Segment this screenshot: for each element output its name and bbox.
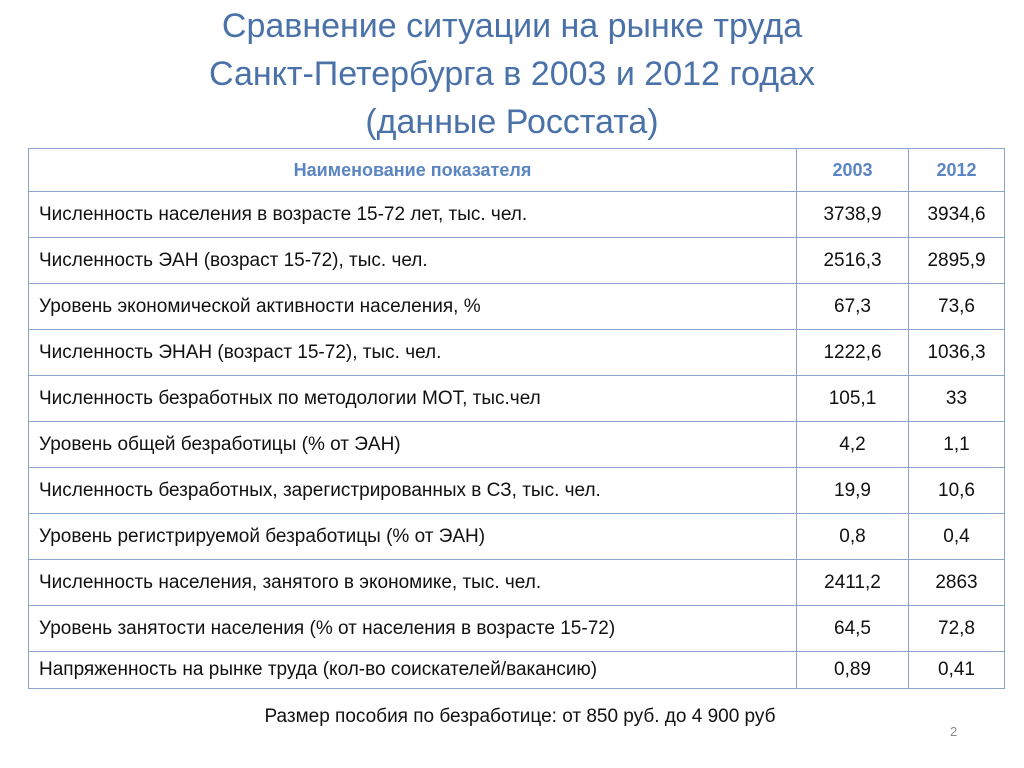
indicator-name: Численность ЭАН (возраст 15-72), тыс. чел. [29,238,797,284]
slide-title-line-1: Сравнение ситуации на рынке труда [221,7,803,45]
indicator-name: Напряженность на рынке труда (кол-во соискателей/вакансию) [29,652,797,689]
value-2012: 73,6 [909,284,1005,330]
indicator-name: Уровень общей безработицы (% от ЭАН) [29,422,797,468]
value-2012: 3934,6 [909,192,1005,238]
value-2012: 1036,3 [909,330,1005,376]
value-2012: 33 [909,376,1005,422]
indicator-name: Уровень регистрируемой безработицы (% от ЭАН) [29,514,797,560]
table-row [29,192,1005,238]
table-header-row [29,149,1005,192]
value-2003: 0,8 [797,514,909,560]
page-number: 2 [950,724,958,739]
value-2012: 2895,9 [909,238,1005,284]
value-2003: 19,9 [797,468,909,514]
value-2012: 0,4 [909,514,1005,560]
value-2012: 2863 [909,560,1005,606]
value-2003: 105,1 [797,376,909,422]
indicator-name: Численность безработных, зарегистрированных в СЗ, тыс. чел. [29,468,797,514]
header-year-2012: 2012 [909,149,1005,192]
value-2012: 72,8 [909,606,1005,652]
table-row [29,330,1005,376]
labor-market-table [28,148,1005,689]
header-indicator-name: Наименование показателя [29,149,797,192]
value-2003: 2411,2 [797,560,909,606]
indicator-name: Численность ЭНАН (возраст 15-72), тыс. чел. [29,330,797,376]
table-row [29,284,1005,330]
indicator-name: Уровень занятости населения (% от населения в возрасте 15-72) [29,606,797,652]
table-row [29,514,1005,560]
value-2003: 4,2 [797,422,909,468]
value-2003: 67,3 [797,284,909,330]
slide-title-line-3: (данные Росстата) [365,103,659,141]
value-2003: 2516,3 [797,238,909,284]
value-2003: 64,5 [797,606,909,652]
table-row [29,652,1005,689]
table-row [29,422,1005,468]
table-row [29,606,1005,652]
slide-title [0,2,1024,146]
table-row [29,468,1005,514]
value-2012: 1,1 [909,422,1005,468]
unemployment-benefit-note: Размер пособия по безработице: от 850 руб. до 4 900 руб [264,706,776,727]
indicator-name: Численность безработных по методологии МОТ, тыс.чел [29,376,797,422]
value-2012: 0,41 [909,652,1005,689]
indicator-name: Численность населения в возрасте 15-72 лет, тыс. чел. [29,192,797,238]
slide-title-line-2: Санкт-Петербурга в 2003 и 2012 годах [209,55,815,93]
value-2003: 3738,9 [797,192,909,238]
header-year-2003: 2003 [797,149,909,192]
indicator-name: Численность населения, занятого в экономике, тыс. чел. [29,560,797,606]
table-row [29,376,1005,422]
table-row [29,238,1005,284]
value-2003: 0,89 [797,652,909,689]
table-row [29,560,1005,606]
value-2003: 1222,6 [797,330,909,376]
value-2012: 10,6 [909,468,1005,514]
indicator-name: Уровень экономической активности населения, % [29,284,797,330]
